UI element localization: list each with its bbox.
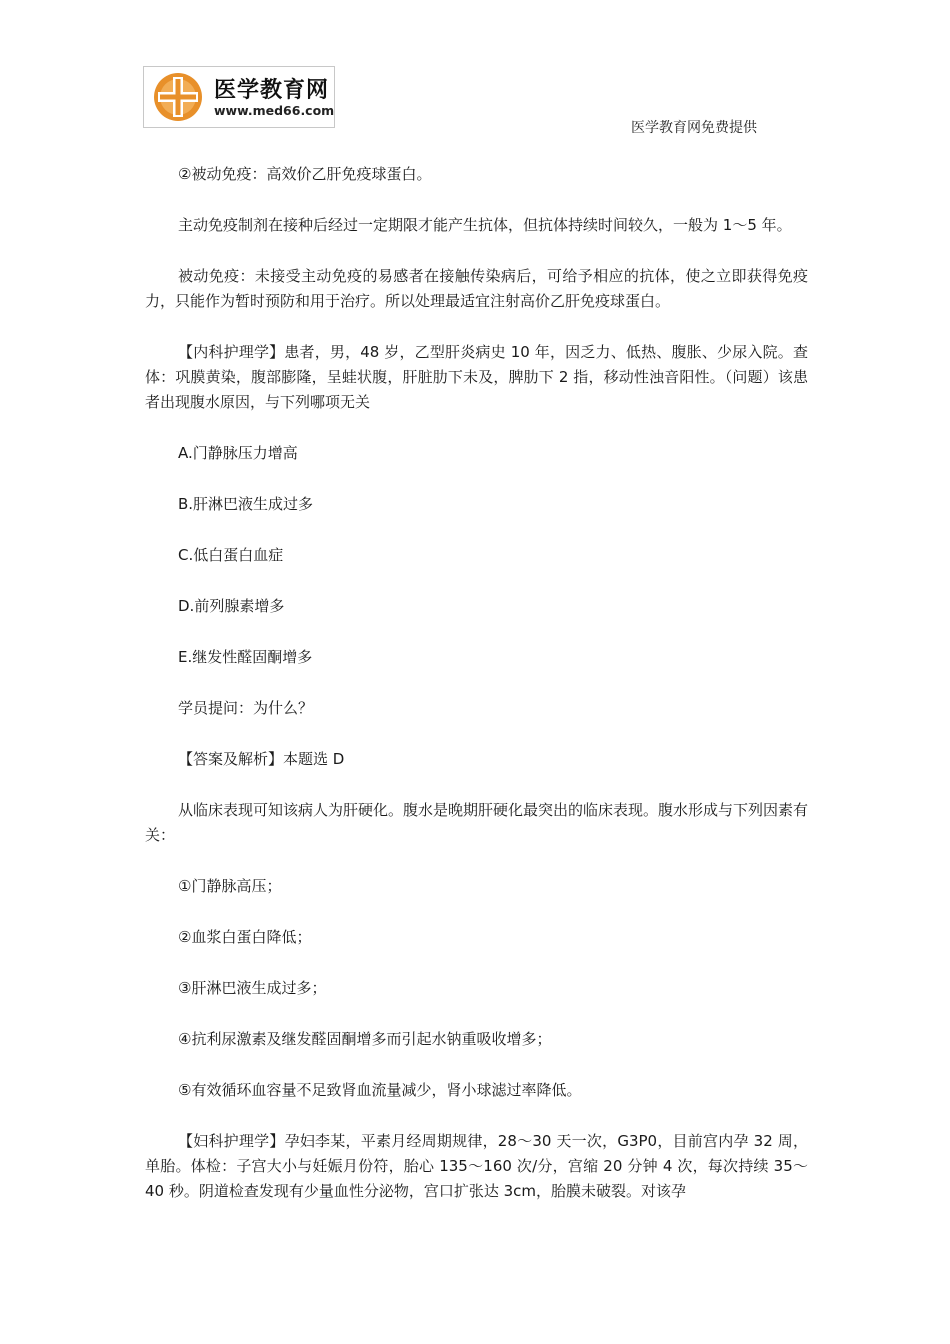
- answer-heading: 【答案及解析】本题选 D: [178, 750, 345, 768]
- factor-item: ③肝淋巴液生成过多；: [178, 979, 327, 997]
- paragraph: 被动免疫：未接受主动免疫的易感者在接触传染病后，可给予相应的抗体，使之立即获得免疫力，只能作为暂时预防和用于治疗。所以处理最适宜注射高价乙肝免疫球蛋白。: [145, 267, 808, 310]
- question-paragraph: 【内科护理学】患者，男，48 岁，乙型肝炎病史 10 年，因乏力、低热、腹胀、少尿入院。查体：巩膜黄染，腹部膨隆，呈蛙状腹，肝脏肋下未及，脾肋下 2 指，移动性浊音阳性。（问题）该患者出现腹水原因，与下列哪项无关: [145, 343, 808, 411]
- medical-cross-emblem-icon: [149, 71, 207, 123]
- option-e: E.继发性醛固酮增多: [178, 648, 313, 666]
- factor-item: ④抗利尿激素及继发醛固酮增多而引起水钠重吸收增多；: [178, 1030, 552, 1048]
- question-paragraph: 【妇科护理学】孕妇李某，平素月经周期规律，28～30 天一次，G3P0，目前宫内孕 32 周，单胎。体检：子宫大小与妊娠月份符，胎心 135～160 次/分，宫缩 20 分钟 4 次，每次持续 35～40 秒。阴道检查发现有少量血性分泌物，宫口扩张达 3cm，胎膜未破裂。对该孕: [145, 1132, 808, 1200]
- logo-url: www.med66.com: [214, 103, 335, 118]
- provider-note: 医学教育网免费提供: [631, 120, 757, 136]
- option-d: D.前列腺素增多: [178, 597, 285, 615]
- factor-item: ②血浆白蛋白降低；: [178, 928, 312, 946]
- paragraph: ②被动免疫：高效价乙肝免疫球蛋白。: [178, 165, 432, 183]
- option-a: A.门静脉压力增高: [178, 444, 298, 462]
- factor-item: ⑤有效循环血容量不足致肾血流量减少，肾小球滤过率降低。: [178, 1081, 582, 1099]
- factor-item: ①门静脉高压；: [178, 877, 282, 895]
- student-question: 学员提问：为什么？: [178, 699, 314, 717]
- option-c: C.低白蛋白血症: [178, 546, 284, 564]
- logo: [143, 66, 335, 128]
- option-b: B.肝淋巴液生成过多: [178, 495, 314, 513]
- logo-text: 医学教育网: [214, 78, 330, 103]
- explanation-paragraph: 从临床表现可知该病人为肝硬化。腹水是晚期肝硬化最突出的临床表现。腹水形成与下列因素有关：: [145, 801, 809, 844]
- paragraph: 主动免疫制剂在接种后经过一定期限才能产生抗体，但抗体持续时间较久，一般为 1～5 年。: [178, 216, 792, 234]
- document-body: [145, 162, 808, 1204]
